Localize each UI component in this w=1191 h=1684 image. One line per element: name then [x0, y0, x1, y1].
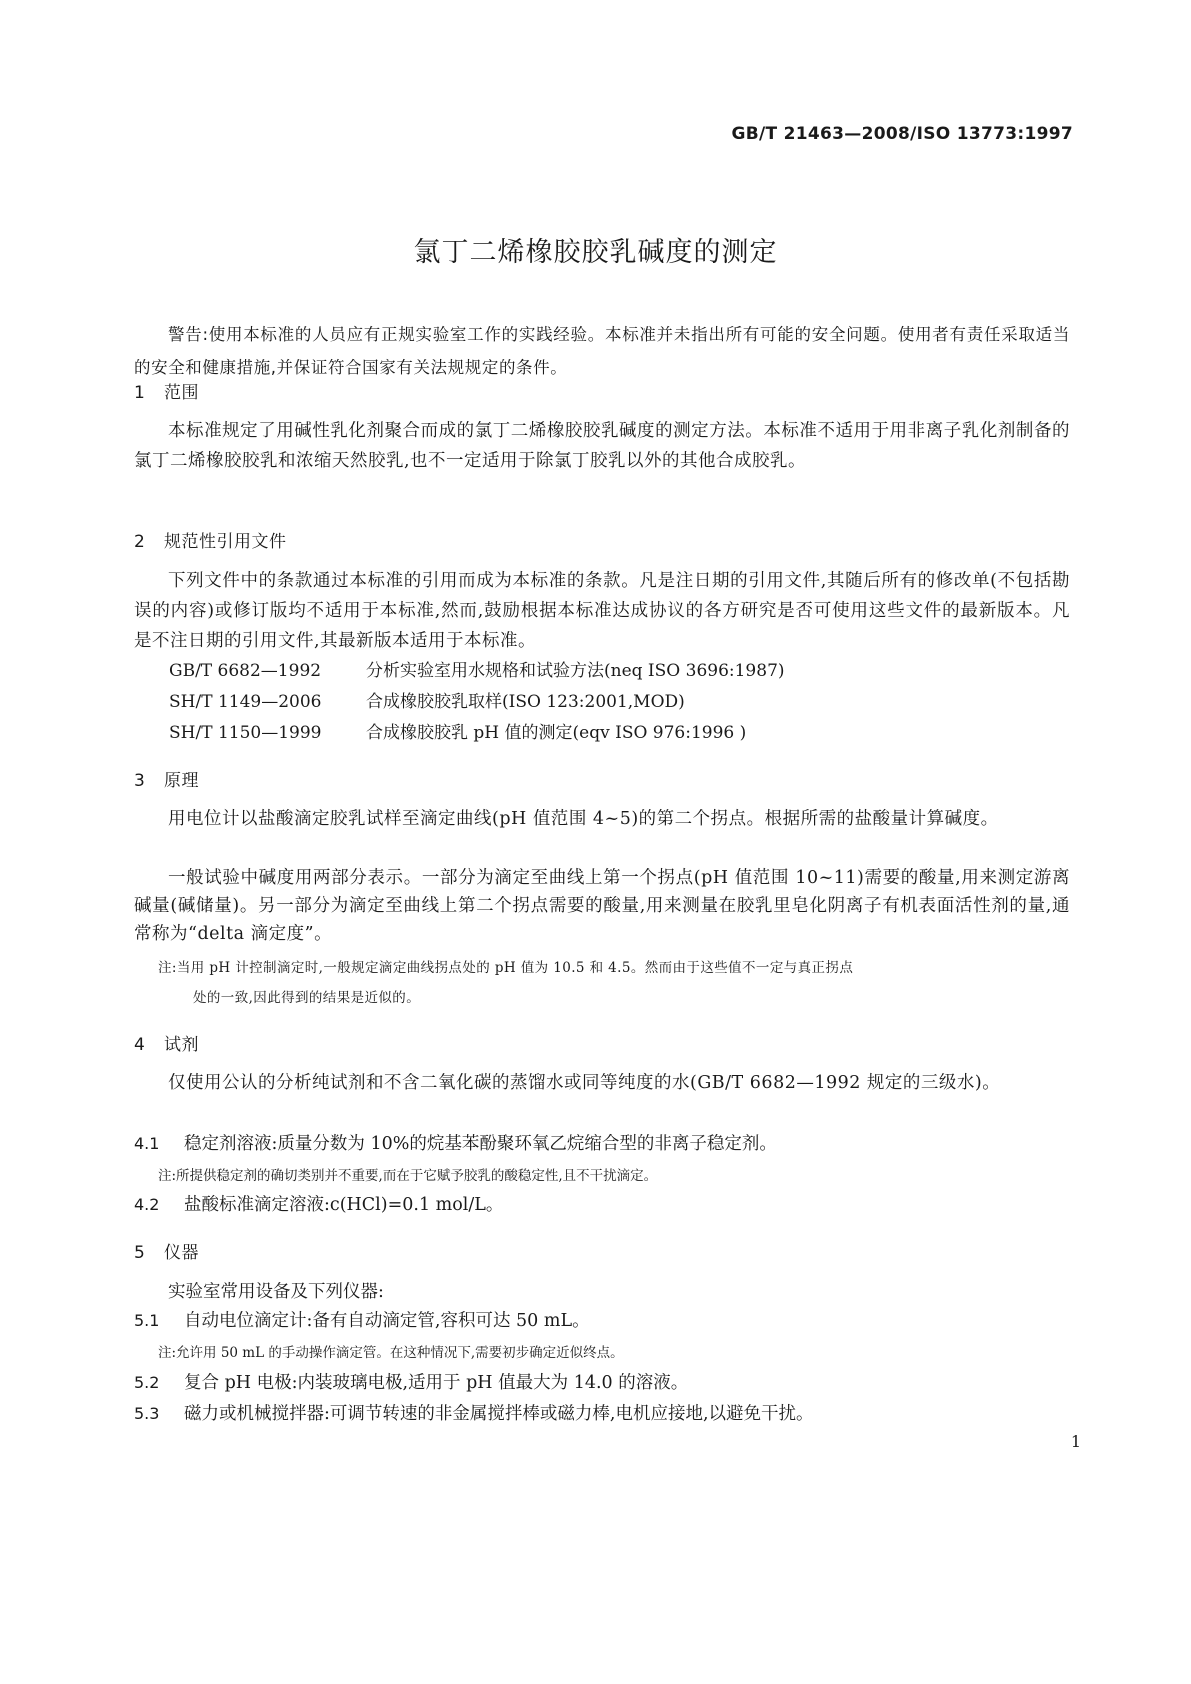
principle-note [158, 953, 1054, 1013]
document-title: 氯丁二烯橡胶胶乳碱度的测定 [413, 237, 778, 268]
reference-item [169, 656, 785, 681]
section-title: 范围 [164, 383, 199, 403]
reference-item [169, 687, 685, 712]
item-number: 4.1 [134, 1134, 160, 1153]
item-number: 5.3 [134, 1404, 160, 1423]
page-number: 1 [1070, 1432, 1081, 1451]
section-title: 仪器 [164, 1243, 199, 1263]
section-heading-apparatus [134, 1238, 199, 1263]
item-number: 5.2 [134, 1373, 160, 1392]
safety-warning: 警告:使用本标准的人员应有正规实验室工作的实践经验。本标准并未指出所有可能的安全问题。使用者有责任采取适当的安全和健康措施,并保证符合国家有关法规规定的条件。 [134, 325, 1070, 377]
item-text: 稳定剂溶液:质量分数为 10%的烷基苯酚聚环氧乙烷缩合型的非离子稳定剂。 [184, 1134, 777, 1154]
apparatus-item [134, 1307, 590, 1332]
section-number: 3 [134, 771, 146, 791]
section-number: 4 [134, 1035, 146, 1055]
apparatus-note: 注:允许用 50 mL 的手动操作滴定管。在这种情况下,需要初步确定近似终点。 [158, 1345, 624, 1361]
reference-item [169, 718, 746, 743]
note-line: 处的一致,因此得到的结果是近似的。 [193, 990, 421, 1006]
section-number: 2 [134, 532, 146, 552]
principle-paragraph-2: 一般试验中碱度用两部分表示。一部分为滴定至曲线上第一个拐点(pH 值范围 10~11)需要的酸量,用来测定游离碱量(碱储量)。另一部分为滴定至曲线上第二个拐点需要的酸量,用来测量在胶乳里皂化阴离子有机表面活性剂的量,通常称为“delta 滴定度”。 [134, 868, 1070, 944]
section-title: 试剂 [164, 1035, 199, 1055]
reference-code: SH/T 1149—2006 [169, 692, 322, 712]
section-title: 规范性引用文件 [164, 532, 287, 552]
section-heading-scope [134, 378, 199, 403]
item-text: 磁力或机械搅拌器:可调节转速的非金属搅拌棒或磁力棒,电机应接地,以避免干扰。 [184, 1404, 814, 1424]
reagent-item [134, 1191, 503, 1216]
section-heading-normative-references [134, 527, 287, 552]
reference-title: 合成橡胶胶乳取样(ISO 123:2001,MOD) [366, 692, 685, 712]
section-title: 原理 [164, 771, 199, 791]
principle-paragraph-1: 用电位计以盐酸滴定胶乳试样至滴定曲线(pH 值范围 4~5)的第二个拐点。根据所需的盐酸量计算碱度。 [168, 809, 999, 829]
item-number: 5.1 [134, 1311, 160, 1330]
item-number: 4.2 [134, 1195, 160, 1214]
scope-paragraph: 本标准规定了用碱性乳化剂聚合而成的氯丁二烯橡胶胶乳碱度的测定方法。本标准不适用于用非离子乳化剂制备的氯丁二烯橡胶胶乳和浓缩天然胶乳,也不一定适用于除氯丁胶乳以外的其他合成胶乳。 [134, 421, 1070, 471]
section-number: 1 [134, 383, 146, 403]
item-text: 复合 pH 电极:内装玻璃电极,适用于 pH 值最大为 14.0 的溶液。 [184, 1373, 689, 1393]
item-text: 自动电位滴定计:备有自动滴定管,容积可达 50 mL。 [184, 1311, 590, 1331]
standard-number: GB/T 21463—2008/ISO 13773:1997 [731, 124, 1073, 144]
reference-title: 合成橡胶胶乳 pH 值的测定(eqv ISO 976:1996 ) [366, 723, 747, 743]
reference-code: GB/T 6682—1992 [169, 661, 322, 681]
apparatus-intro: 实验室常用设备及下列仪器: [168, 1282, 384, 1302]
references-paragraph: 下列文件中的条款通过本标准的引用而成为本标准的条款。凡是注日期的引用文件,其随后所有的修改单(不包括勘误的内容)或修订版均不适用于本标准,然而,鼓励根据本标准达成协议的各方研究是否可使用这些文件的最新版本。凡是不注日期的引用文件,其最新版本适用于本标准。 [134, 571, 1070, 651]
section-heading-principle [134, 766, 199, 791]
apparatus-item [134, 1400, 814, 1425]
reference-title: 分析实验室用水规格和试验方法(neq ISO 3696:1987) [366, 661, 785, 681]
apparatus-item [134, 1369, 688, 1394]
note-line: 注:当用 pH 计控制滴定时,一般规定滴定曲线拐点处的 pH 值为 10.5 和 4.5。然而由于这些值不一定与真正拐点 [158, 960, 854, 976]
reagent-note: 注:所提供稳定剂的确切类别并不重要,而在于它赋予胶乳的酸稳定性,且不干扰滴定。 [158, 1168, 658, 1184]
reagent-item [134, 1130, 777, 1155]
reagents-paragraph: 仅使用公认的分析纯试剂和不含二氧化碳的蒸馏水或同等纯度的水(GB/T 6682—1992 规定的三级水)。 [168, 1073, 1001, 1093]
section-number: 5 [134, 1243, 146, 1263]
section-heading-reagents [134, 1030, 199, 1055]
reference-code: SH/T 1150—1999 [169, 723, 322, 743]
item-text: 盐酸标准滴定溶液:c(HCl)=0.1 mol/L。 [184, 1195, 504, 1215]
